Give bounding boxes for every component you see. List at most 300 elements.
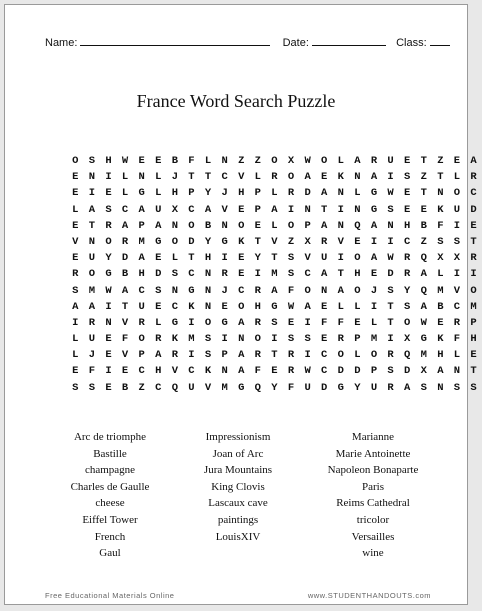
grid-letter: U [155,203,162,216]
grid-letter: U [387,155,394,167]
grid-letter: C [171,300,179,313]
grid-letter: R [321,235,328,248]
grid-letter: Y [204,235,212,248]
word-item: Marie Antoinette [335,447,411,460]
grid-letter: O [337,349,344,362]
grid-letter: N [321,284,328,297]
grid-letter: V [72,235,79,248]
grid-letter: C [188,203,195,216]
grid-letter: L [254,171,261,184]
grid-letter: F [254,365,261,378]
grid-letter: R [105,219,112,232]
grid-letter: Q [354,219,361,232]
grid-row [67,347,482,363]
grid-letter: Y [105,252,112,265]
word-column-1 [45,429,175,562]
grid-letter: W [121,155,129,167]
grid-row [67,363,482,379]
grid-letter: U [321,252,328,265]
word-item: Arc de triomphe [73,431,147,443]
grid-letter: B [420,219,427,232]
grid-letter: A [138,252,145,265]
grid-letter: S [387,284,394,297]
grid-letter: V [304,252,311,265]
grid-letter: L [271,187,278,200]
grid-letter: S [437,235,444,248]
grid-letter: S [72,284,79,297]
grid-letter: N [171,284,179,297]
grid-letter: N [221,365,228,378]
word-item: Jura Mountains [203,464,273,477]
grid-letter: D [354,365,361,378]
grid-letter: O [204,316,212,329]
grid-letter: Z [138,381,145,394]
grid-letter: A [470,155,477,167]
grid-letter: S [404,300,411,313]
grid-letter: E [72,219,79,232]
grid-letter: R [387,349,394,362]
grid-letter: Q [420,252,427,265]
grid-letter: K [437,333,444,346]
grid-letter: S [387,203,394,216]
grid-letter: R [271,171,278,184]
word-item: Impressionism [205,431,271,443]
grid-letter: R [138,316,145,329]
grid-letter: N [387,219,394,232]
grid-letter: A [238,365,245,378]
grid-letter: E [354,235,361,248]
grid-row [67,250,482,266]
grid-letter: R [470,252,477,265]
grid-letter: L [121,171,129,184]
grid-letter: A [370,252,378,265]
grid-letter: O [404,316,411,329]
grid-letter: A [404,381,411,394]
grid-letter: N [105,316,112,329]
grid-letter: A [271,203,278,216]
grid-letter: T [470,235,477,248]
word-item: Napoleon Bonaparte [327,464,419,477]
class-blank [430,35,450,46]
grid-letter: E [321,300,328,313]
grid-letter: M [88,284,96,297]
grid-row [67,299,482,315]
footer-right: www.STUDENTHANDOUTS.com [307,591,431,600]
word-item: cheese [95,497,125,510]
grid-letter: N [88,235,96,248]
grid-letter: L [453,171,461,184]
grid-letter: T [420,155,427,167]
grid-letter: A [88,300,96,313]
grid-letter: L [354,349,361,362]
grid-letter: G [138,187,145,200]
word-item: French [94,530,126,543]
grid-letter: O [354,252,361,265]
grid-letter: A [370,171,378,184]
grid-letter: V [453,284,461,297]
grid-letter: D [404,365,411,378]
grid-letter: O [138,333,145,346]
grid-letter: S [304,333,311,346]
grid-letter: R [121,235,129,248]
grid-letter: E [271,365,278,378]
grid-letter: V [204,381,212,394]
grid-letter: L [337,300,344,313]
grid-letter: Z [287,235,295,248]
grid-letter: I [453,268,461,281]
grid-letter: P [370,365,378,378]
grid-letter: A [337,284,344,297]
grid-letter: S [155,284,162,297]
grid-letter: V [238,171,245,184]
grid-letter: D [155,268,162,281]
grid-letter: S [287,333,295,346]
grid-letter: U [304,381,311,394]
grid-letter: N [204,284,212,297]
grid-letter: E [453,155,461,167]
grid-letter: D [387,268,394,281]
grid-letter: L [121,187,129,200]
grid-letter: T [254,235,261,248]
grid-letter: Z [254,155,261,167]
grid-letter: O [238,219,245,232]
grid-letter: L [354,187,361,200]
grid-letter: R [72,268,79,281]
grid-letter: N [337,187,344,200]
grid-letter: I [370,235,378,248]
grid-letter: E [321,333,328,346]
grid-letter: E [254,219,261,232]
grid-letter: U [88,252,96,265]
grid-letter: E [105,333,112,346]
grid-row [67,331,482,347]
word-item: tricolor [356,513,390,526]
grid-letter: P [304,219,311,232]
letter-grid [67,153,482,396]
grid-letter: V [271,235,278,248]
grid-letter: J [221,284,228,297]
grid-letter: X [171,203,179,216]
grid-letter: S [287,252,295,265]
grid-letter: Y [354,381,361,394]
grid-letter: X [420,365,427,378]
grid-letter: F [321,316,328,329]
grid-letter: R [453,316,461,329]
grid-letter: H [204,252,212,265]
grid-letter: N [437,187,444,200]
grid-letter: I [387,235,394,248]
grid-letter: G [370,187,378,200]
grid-letter: K [238,235,245,248]
grid-letter: O [105,235,112,248]
grid-letter: O [88,268,96,281]
grid-letter: S [204,333,212,346]
word-item: Marianne [351,431,395,443]
grid-letter: F [88,365,96,378]
grid-letter: N [453,365,461,378]
word-item: King Clovis [211,480,265,493]
grid-letter: H [138,268,145,281]
grid-letter: N [171,219,179,232]
grid-letter: R [287,187,295,200]
grid-letter: H [470,333,477,346]
grid-letter: S [453,381,461,394]
grid-letter: G [171,316,179,329]
grid-letter: G [221,235,228,248]
grid-letter: C [453,300,461,313]
grid-letter: Z [420,171,427,184]
grid-letter: N [337,219,344,232]
word-item: Paris [362,480,384,493]
grid-letter: R [171,349,179,362]
grid-letter: C [188,365,195,378]
grid-row [67,283,482,299]
grid-row [67,169,482,185]
grid-letter: T [88,219,96,232]
grid-letter: O [354,284,361,297]
grid-letter: P [254,187,261,200]
grid-letter: A [321,219,328,232]
grid-letter: S [88,381,96,394]
grid-letter: E [420,203,427,216]
word-column-2 [173,429,303,545]
grid-letter: E [238,252,245,265]
word-item: Bastille [93,447,127,460]
grid-letter: R [88,316,96,329]
class-label: Class: [396,37,427,49]
grid-letter: J [221,187,228,200]
grid-letter: M [420,349,427,362]
grid-letter: E [105,349,112,362]
grid-letter: P [221,349,228,362]
grid-letter: K [204,365,212,378]
grid-letter: N [221,219,228,232]
grid-letter: A [370,219,378,232]
grid-letter: N [354,203,361,216]
grid-letter: B [204,219,212,232]
word-item: Gaul [99,547,121,560]
grid-letter: H [254,300,261,313]
grid-letter: B [171,155,179,167]
grid-letter: O [321,155,328,167]
grid-letter: O [287,219,295,232]
word-item: Eiffel Tower [82,513,138,526]
grid-letter: T [387,316,394,329]
grid-letter: R [404,252,411,265]
grid-letter: V [171,365,179,378]
grid-letter: X [304,235,311,248]
grid-letter: O [453,187,461,200]
grid-letter: W [420,316,427,329]
grid-letter: L [72,203,79,216]
grid-letter: W [304,155,311,167]
grid-letter: L [72,349,79,362]
grid-letter: O [72,155,79,167]
grid-letter: P [470,316,477,329]
grid-letter: F [287,284,295,297]
grid-letter: T [470,365,477,378]
grid-letter: B [121,268,129,281]
grid-letter: G [271,300,278,313]
grid-letter: O [287,171,295,184]
grid-letter: R [155,333,162,346]
grid-letter: S [453,235,461,248]
date-label: Date: [282,37,309,49]
grid-letter: D [321,381,328,394]
grid-letter: A [138,203,145,216]
grid-letter: M [138,235,145,248]
grid-letter: A [204,203,212,216]
grid-letter: N [221,155,228,167]
grid-letter: F [188,155,195,167]
grid-letter: U [88,333,96,346]
grid-letter: Q [254,381,261,394]
grid-letter: O [171,235,179,248]
grid-letter: R [254,284,261,297]
grid-letter: J [88,349,96,362]
grid-letter: L [271,219,278,232]
grid-letter: L [337,155,344,167]
grid-letter: I [105,171,112,184]
grid-letter: D [337,365,344,378]
grid-letter: L [72,333,79,346]
grid-letter: H [105,155,112,167]
grid-letter: J [370,284,378,297]
grid-letter: P [138,219,145,232]
grid-letter: S [470,381,477,394]
grid-letter: Z [437,155,444,167]
grid-letter: M [188,333,195,346]
grid-letter: R [404,268,411,281]
grid-letter: N [204,268,212,281]
word-item: Charles de Gaulle [70,480,150,493]
grid-letter: X [437,252,444,265]
grid-letter: I [370,300,378,313]
grid-letter: M [437,284,444,297]
grid-letter: I [387,333,394,346]
grid-letter: T [337,268,344,281]
grid-row [67,315,482,331]
grid-letter: C [238,284,245,297]
grid-letter: N [437,381,444,394]
grid-letter: A [271,284,278,297]
grid-letter: A [88,203,96,216]
grid-letter: Q [171,381,179,394]
grid-letter: E [105,381,112,394]
grid-letter: T [420,187,427,200]
grid-letter: G [105,268,112,281]
grid-letter: S [287,268,295,281]
grid-letter: O [470,284,477,297]
grid-letter: O [238,300,245,313]
grid-letter: C [321,349,328,362]
grid-letter: S [171,268,179,281]
grid-letter: V [121,349,129,362]
grid-letter: T [321,203,328,216]
grid-letter: C [321,365,328,378]
grid-letter: R [254,316,261,329]
grid-letter: T [387,300,394,313]
word-item: LouisXIV [215,530,261,543]
grid-letter: A [420,300,427,313]
grid-letter: T [188,171,195,184]
grid-letter: V [121,316,129,329]
grid-letter: A [155,349,162,362]
grid-letter: F [453,333,461,346]
grid-letter: I [188,316,195,329]
name-blank [80,35,270,46]
date-blank [312,35,386,46]
grid-letter: Q [420,284,427,297]
grid-letter: E [370,268,378,281]
grid-letter: R [221,268,228,281]
grid-letter: F [287,381,295,394]
grid-letter: W [105,284,112,297]
grid-letter: L [155,171,162,184]
grid-letter: E [404,155,411,167]
grid-letter: L [155,187,162,200]
grid-letter: I [304,349,311,362]
grid-letter: Y [254,252,261,265]
grid-row [67,185,482,201]
grid-letter: I [337,203,344,216]
grid-letter: T [437,171,444,184]
grid-letter: I [304,316,311,329]
grid-letter: I [221,333,228,346]
grid-letter: A [121,219,129,232]
grid-letter: D [470,203,477,216]
grid-letter: S [271,316,278,329]
header-line [45,35,450,49]
grid-letter: L [155,316,162,329]
word-item: wine [362,547,384,560]
grid-letter: E [72,171,79,184]
grid-letter: S [204,349,212,362]
grid-letter: U [138,300,145,313]
grid-row [67,266,482,282]
word-item: champagne [84,464,136,477]
grid-letter: O [271,155,278,167]
grid-letter: E [138,155,145,167]
grid-letter: R [387,381,394,394]
grid-row [67,218,482,234]
grid-letter: E [121,365,129,378]
grid-letter: I [105,365,112,378]
grid-letter: B [121,381,129,394]
grid-letter: X [404,333,411,346]
grid-letter: A [238,349,245,362]
grid-letter: Z [420,235,427,248]
grid-letter: G [337,381,344,394]
grid-letter: C [470,187,477,200]
grid-letter: N [88,171,96,184]
grid-letter: R [287,365,295,378]
footer-left: Free Educational Materials Online [45,591,175,600]
grid-letter: E [221,300,228,313]
grid-letter: F [121,333,129,346]
grid-letter: W [387,187,394,200]
grid-letter: M [221,381,228,394]
grid-letter: E [238,268,245,281]
grid-letter: O [254,333,261,346]
grid-letter: S [105,203,112,216]
grid-letter: G [420,333,427,346]
grid-letter: L [354,300,361,313]
grid-letter: I [470,268,477,281]
page-title: France Word Search Puzzle [136,91,336,111]
grid-letter: P [254,203,261,216]
grid-letter: T [188,252,195,265]
